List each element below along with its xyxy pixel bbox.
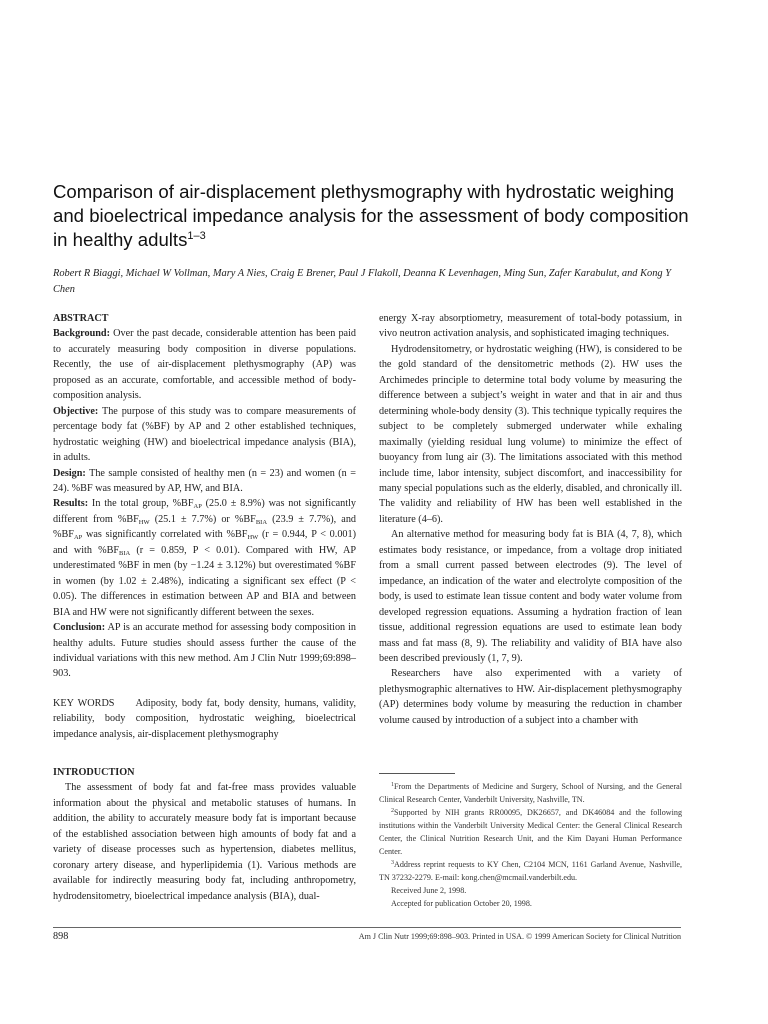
footnote-text: From the Departments of Medicine and Surgery, School of Nursing, and the General Clinical Research Center, Vanderbilt University, Nashville, TN. <box>379 782 682 804</box>
article-title <box>53 180 703 252</box>
accepted-date: Accepted for publication October 20, 1998. <box>391 899 532 908</box>
keywords-text: Adiposity, body fat, body density, humans, validity, reliability, body composition, hydrostatic weighing, bioelectrical impedance analysis, air-displacement plethysmography <box>53 697 356 740</box>
introduction-heading: INTRODUCTION <box>53 767 135 778</box>
received-date: Received June 2, 1998. <box>391 886 467 895</box>
abstract-conclusion <box>53 620 356 682</box>
objective-label: Objective: <box>53 405 99 417</box>
design-label: Design: <box>53 467 86 479</box>
subscript-hw: HW <box>138 518 150 526</box>
conclusion-label: Conclusion: <box>53 622 106 634</box>
introduction-paragraph: The assessment of body fat and fat-free mass provides valuable information about the physical and metabolic statuses of humans. In addition, the ability to accurately measure body fat is important because of the established association between high amounts of body fat and a variety of disease processes such as hypertension, diabetes mellitus, coronary artery disease, and hyperlipidemia (1). Various methods are available for indirectly measuring body fat, including anthropometry, hydrodensitometry, bioelectrical impedance analysis (BIA), dual- <box>53 782 356 902</box>
footnote-mark: 1 <box>391 782 394 788</box>
results-text-7: (r = 0.859, P < 0.01). Compared with HW, AP underestimated %BF in men (by −1.24 ± 3.12%) but overestimated %BF in women (by 1.02 ± 2.48%), indicating a significant sex effect (P < 0.05). The differences in estimation between AP and BIA and between BIA and HW were not significantly different between the sexes. <box>53 544 356 618</box>
subscript-ap: AP <box>73 534 83 542</box>
results-text-5: was significantly correlated with %BF <box>82 529 248 541</box>
footnote-mark: 3 <box>391 860 394 866</box>
subscript-hw: HW <box>247 534 259 542</box>
introduction-section <box>53 765 356 904</box>
title-footnote-marks: 1–3 <box>187 230 206 242</box>
ap-paragraph: Researchers have also experimented with a variety of plethysmographic alternatives to HW. Air-displacement plethysmography (AP) determines body volume by measuring the reduction in chamber volume caused by introduction of a subject into a chamber with <box>379 668 682 726</box>
running-footer: Am J Clin Nutr 1999;69:898–903. Printed in USA. © 1999 American Society for Clinical Nutrition <box>358 932 681 941</box>
right-column <box>379 311 682 728</box>
bia-paragraph: An alternative method for measuring body fat is BIA (4, 7, 8), which estimates body resistance, or impedance, from a voltage drop initiated from a small current passed between electrodes (9). The level of impedance, an indication of the water and electrolyte composition of the body, is used to estimate lean tissue content and body water volume from developed regression equations. Assuming a hydration fraction of lean tissue, additional regression equations are used to estimate lean body mass and fat mass (8, 9). The reliability and validity of BIA have also been described previously (1, 7, 9). <box>379 529 682 664</box>
footnotes <box>379 780 682 910</box>
footnote-2 <box>379 806 682 858</box>
subscript-bia: BIA <box>119 549 131 557</box>
abstract-results <box>53 496 356 620</box>
results-text-6: (r = 0.944, P < 0.001) and with %BF <box>53 529 356 556</box>
abstract-heading: ABSTRACT <box>53 313 109 324</box>
footnote-text: Supported by NIH grants RR00095, DK26657, and DK46084 and the following institutions within the Vanderbilt University Medical Center: the General Clinical Research Center, the Clinical Nutrition Research Unit, and the Kim Dayani Human Performance Center. <box>379 808 682 856</box>
subscript-ap: AP <box>193 503 202 511</box>
design-text: The sample consisted of healthy men (n = 23) and women (n = 24). %BF was measured by AP, HW, and BIA. <box>53 467 356 494</box>
results-text-1: In the total group, %BF <box>91 498 194 510</box>
results-text-2: (25.0 ± 8.9%) was not significantly different from %BF <box>53 498 357 525</box>
footnote-rule <box>379 773 455 774</box>
results-text-4: (23.9 ± 7.7%), and %BF <box>53 513 357 541</box>
subscript-bia: BIA <box>255 518 268 526</box>
keywords <box>53 696 356 742</box>
abstract-background <box>53 326 356 403</box>
intro-continuation: energy X-ray absorptiometry, measurement of total-body potassium, in vivo neutron activation analysis, and sophisticated imaging techniques. <box>379 313 682 340</box>
footnote-1 <box>379 780 682 806</box>
results-text-3: (25.1 ± 7.7%) or %BF <box>149 513 256 525</box>
author-list: Robert R Biaggi, Michael W Vollman, Mary A Nies, Craig E Brener, Paul J Flakoll, Deanna K Levenhagen, Ming Sun, Zafer Karabulut, and Kong Y Chen <box>53 268 671 295</box>
background-label: Background: <box>53 328 110 340</box>
left-column <box>53 311 356 742</box>
keywords-label: KEY WORDS <box>53 697 115 709</box>
conclusion-text: AP is an accurate method for assessing body composition in healthy adults. Future studies should assess further the cause of the individual variations with this new method. <box>53 622 356 664</box>
footer-rule <box>53 927 681 928</box>
hw-paragraph: Hydrodensitometry, or hydrostatic weighing (HW), is considered to be the gold standard of the densitometric methods (2). HW uses the Archimedes principle to determine total body volume by measuring the difference between a subject’s weight in water and that in air and thus determining whole-body density (3). This technique typically requires the subject to be completely submerged underwater while exhaling maximally (yielding residual lung volume) to minimize the effect of buoyancy from lung air (3). The limitations associated with this method include time, labor intensity, subject discomfort, and inaccessibility for many special populations such as the elderly, disabled, and chronically ill. The validity and reliability of HW has been well established in the literature (4–6). <box>379 343 682 525</box>
footnote-text: Address reprint requests to KY Chen, C2104 MCN, 1161 Garland Avenue, Nashville, TN 37232-2279. E-mail: kong.chen@mcmail.vanderbilt.edu. <box>379 860 682 882</box>
abstract-citation: Am J Clin Nutr 1999;69:898–903. <box>53 652 356 680</box>
abstract-objective <box>53 404 356 466</box>
background-text: Over the past decade, considerable attention has been paid to accurately measuring body composition in diverse populations. Recently, the use of air-displacement plethysmography (AP) was proposed as an accurate, comfortable, and accessible method of body-composition analysis. <box>53 328 356 402</box>
footnote-mark: 2 <box>391 808 394 814</box>
page-number: 898 <box>53 931 69 942</box>
objective-text: The purpose of this study was to compare measurements of percentage body fat (%BF) by AP and 2 other established techniques, hydrostatic weighing (HW) and bioelectrical impedance analysis (BIA), in adults. <box>53 405 356 464</box>
results-label: Results: <box>53 498 89 510</box>
footnote-3 <box>379 858 682 884</box>
abstract-design <box>53 466 356 497</box>
title-text: Comparison of air-displacement plethysmography with hydrostatic weighing and bioelectrical impedance analysis for the assessment of body composition in healthy adults <box>53 181 689 250</box>
